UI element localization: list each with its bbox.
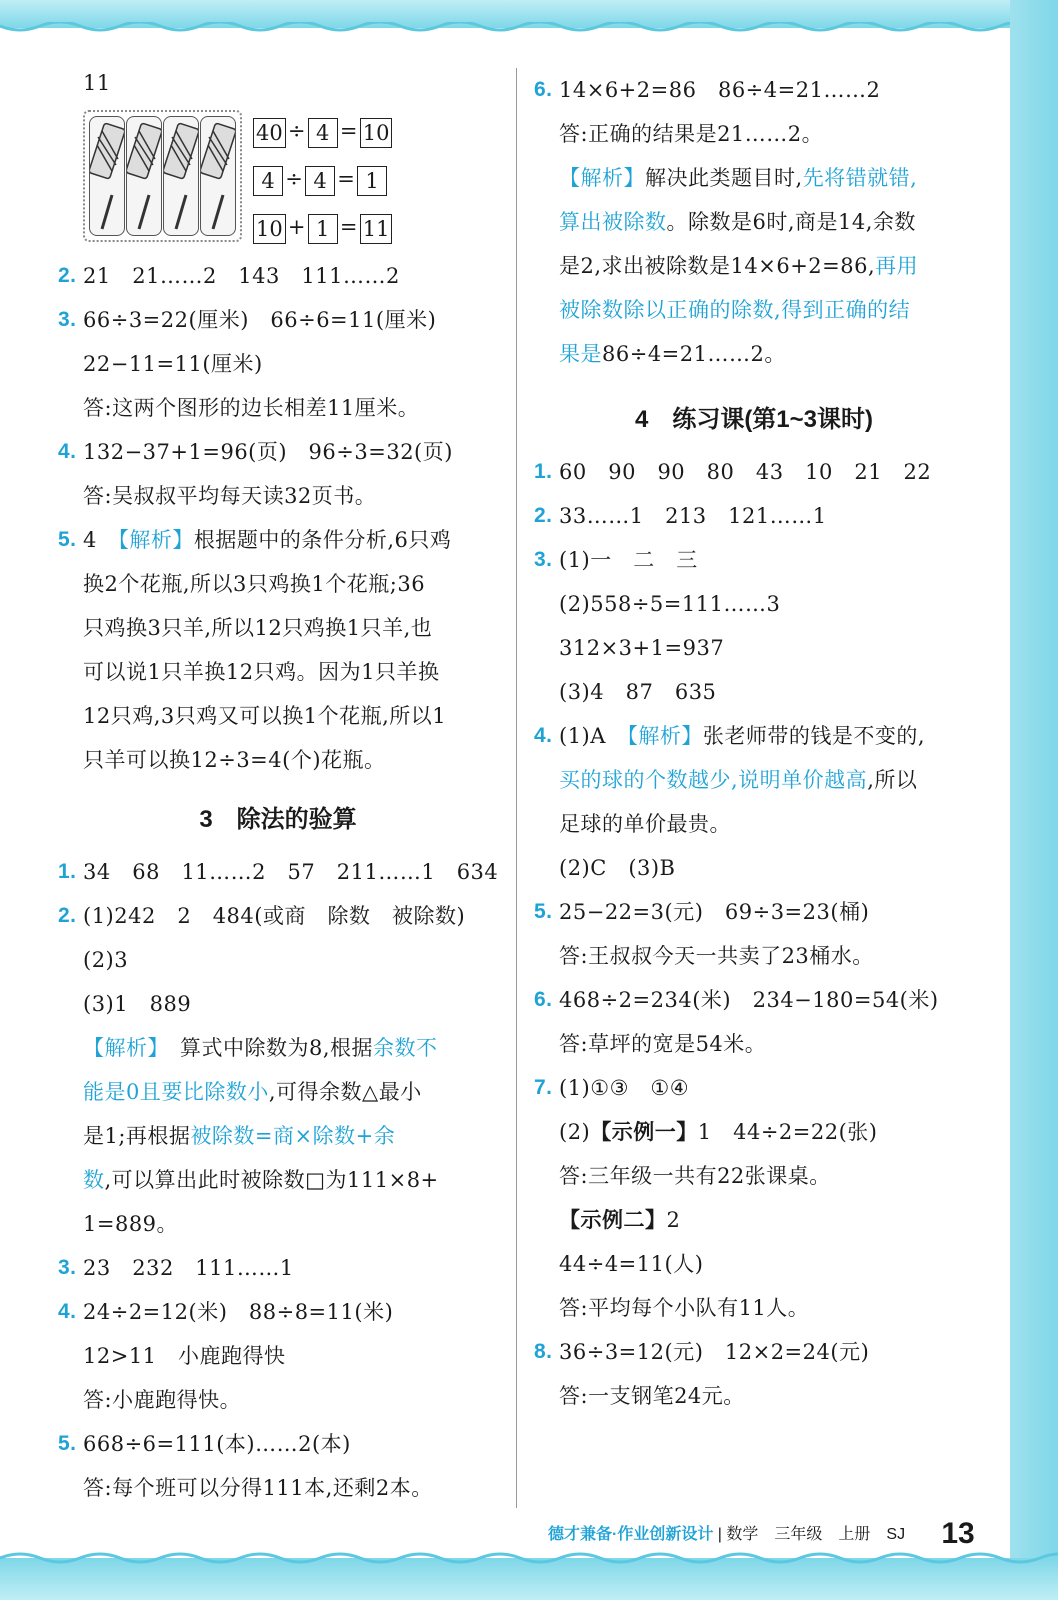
answer-line: 答:一支钢笔24元。 bbox=[559, 1384, 745, 1408]
analysis-line: 果是86÷4=21……2。 bbox=[559, 342, 786, 366]
answer-line: 3. 66÷3=22(厘米) 66÷6=11(厘米) bbox=[58, 308, 437, 332]
answer-line: (2)C (3)B bbox=[559, 856, 676, 880]
answer-line: 可以说1只羊换12只鸡。因为1只羊换 bbox=[83, 660, 440, 684]
answer-line: (2)558÷5=111……3 bbox=[559, 592, 781, 616]
answer-line: 1. 60 90 90 80 43 10 21 22 bbox=[534, 460, 932, 484]
analysis-line: 能是0且要比除数小,可得余数△最小 bbox=[83, 1080, 422, 1104]
answer-line: 6. 14×6+2=86 86÷4=21……2 bbox=[534, 78, 881, 102]
analysis-line: 1=889。 bbox=[83, 1212, 179, 1236]
answer-line: 答:这两个图形的边长相差11厘米。 bbox=[83, 396, 420, 420]
stick-bundle-icon bbox=[163, 116, 199, 236]
column-divider bbox=[516, 68, 517, 1508]
answer-line: 12只鸡,3只鸡又可以换1个花瓶,所以1 bbox=[83, 704, 447, 728]
section-title-4: 4 练习课(第1~3课时) bbox=[634, 406, 874, 433]
answer-line: 换2个花瓶,所以3只鸡换1个花瓶;36 bbox=[83, 572, 426, 596]
equation-row-1: 40 ÷ 4 = 10 bbox=[253, 114, 392, 148]
answer-line: 只鸡换3只羊,所以12只鸡换1只羊,也 bbox=[83, 616, 433, 640]
answer-line: (2)3 bbox=[83, 948, 129, 972]
answer-line: 答:每个班可以分得111本,还剩2本。 bbox=[83, 1476, 433, 1500]
answer-line: 5. 668÷6=111(本)……2(本) bbox=[58, 1432, 351, 1456]
answer-line: 只羊可以换12÷3=4(个)花瓶。 bbox=[83, 748, 386, 772]
answer-line: 2. 33……1 213 121……1 bbox=[534, 504, 827, 528]
analysis-line: 是1;再根据被除数=商×除数+余 bbox=[83, 1124, 396, 1148]
left-column bbox=[58, 68, 498, 1510]
answer-line: 12>11 小鹿跑得快 bbox=[83, 1344, 286, 1368]
answer-line: 22−11=11(厘米) bbox=[83, 352, 263, 376]
answer-line: (2)【示例一】1 44÷2=22(张) bbox=[559, 1120, 878, 1144]
analysis-line: 【解析】解决此类题目时,先将错就错, bbox=[559, 166, 918, 190]
answer-line: 7. (1)①③ ①④ bbox=[534, 1076, 690, 1100]
analysis-line: 被除数除以正确的除数,得到正确的结 bbox=[559, 298, 911, 322]
section-title-3: 3 除法的验算 bbox=[199, 806, 357, 833]
answer-line: (3)4 87 635 bbox=[559, 680, 717, 704]
top-wave-border bbox=[0, 22, 1058, 38]
answer-line: 答:吴叔叔平均每天读32页书。 bbox=[83, 484, 377, 508]
sticks-figure bbox=[83, 104, 498, 254]
equation-row-2: 4 ÷ 4 = 1 bbox=[253, 162, 387, 196]
answer-line: 【示例二】2 bbox=[559, 1208, 681, 1232]
answer-line: 6. 468÷2=234(米) 234−180=54(米) bbox=[534, 988, 939, 1012]
answer-line: 4. 24÷2=12(米) 88÷8=11(米) bbox=[58, 1300, 394, 1324]
bottom-border bbox=[0, 1558, 1058, 1600]
analysis-line: 足球的单价最贵。 bbox=[559, 812, 731, 836]
answer-line: 5. 4 【解析】根据题中的条件分析,6只鸡 bbox=[58, 528, 452, 552]
stick-bundles-illustration bbox=[83, 110, 242, 242]
right-border bbox=[1010, 0, 1058, 1600]
answer-line: (3)1 889 bbox=[83, 992, 192, 1016]
stick-bundle-icon bbox=[126, 116, 162, 236]
answer-line: 答:草坪的宽是54米。 bbox=[559, 1032, 767, 1056]
analysis-line: 数,可以算出此时被除数□为111×8+ bbox=[83, 1168, 439, 1192]
answer-line: 1. 34 68 11……2 57 211……1 634 bbox=[58, 860, 499, 884]
answer-line: 2. 21 21……2 143 111……2 bbox=[58, 264, 400, 288]
analysis-line: 买的球的个数越少,说明单价越高,所以 bbox=[559, 768, 918, 792]
answer-line: 答:平均每个小队有11人。 bbox=[559, 1296, 810, 1320]
analysis-line: 是2,求出被除数是14×6+2=86,再用 bbox=[559, 254, 919, 278]
answer-line: 答:小鹿跑得快。 bbox=[83, 1388, 242, 1412]
answer-line: 44÷4=11(人) bbox=[559, 1252, 704, 1276]
bottom-wave-border bbox=[0, 1548, 1058, 1564]
answer-line: 答:三年级一共有22张课桌。 bbox=[559, 1164, 831, 1188]
footer-subject: 数学 三年级 上册 SJ bbox=[726, 1526, 906, 1543]
equation-row-3: 10 + 1 = 11 bbox=[253, 210, 392, 244]
stick-bundle-icon bbox=[200, 116, 236, 236]
answer-line: 5. 25−22=3(元) 69÷3=23(桶) bbox=[534, 900, 870, 924]
stick-bundle-icon bbox=[89, 116, 125, 236]
answer-line: 4. 132−37+1=96(页) 96÷3=32(页) bbox=[58, 440, 453, 464]
answer-line: 312×3+1=937 bbox=[559, 636, 725, 660]
answer-line: 4. (1)A 【解析】张老师带的钱是不变的, bbox=[534, 724, 926, 748]
footer-separator: | bbox=[717, 1526, 722, 1543]
answer-line: 2. (1)242 2 484(或商 除数 被除数) bbox=[58, 904, 466, 928]
footer-brand: 德才兼备·作业创新设计 bbox=[548, 1526, 714, 1543]
analysis-line: 算出被除数。除数是6时,商是14,余数 bbox=[559, 210, 916, 234]
answer-line: 3. (1)一 二 三 bbox=[534, 548, 698, 572]
answer-line: 答:王叔叔今天一共卖了23桶水。 bbox=[559, 944, 874, 968]
right-column bbox=[534, 68, 974, 1418]
answer-line: 8. 36÷3=12(元) 12×2=24(元) bbox=[534, 1340, 870, 1364]
answer-line: 答:正确的结果是21……2。 bbox=[559, 122, 824, 146]
answer-line: 3. 23 232 111……1 bbox=[58, 1256, 294, 1280]
page-footer bbox=[548, 1520, 905, 1550]
answer-line: 11 bbox=[83, 71, 111, 95]
page-number: 13 bbox=[941, 1517, 975, 1550]
analysis-line: 【解析】 算式中除数为8,根据余数不 bbox=[83, 1036, 438, 1060]
